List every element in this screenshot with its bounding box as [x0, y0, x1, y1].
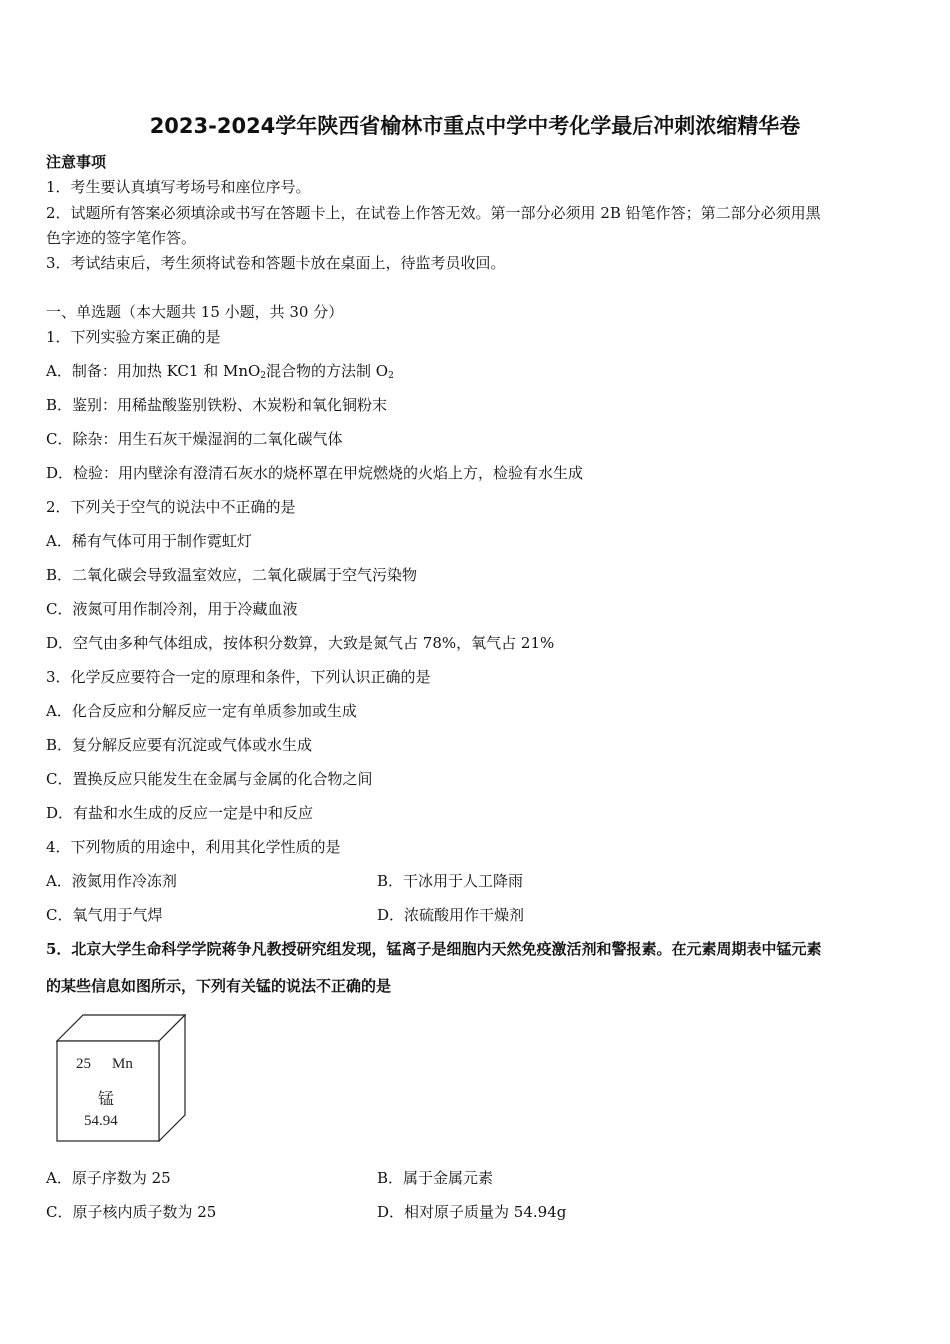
- option-c: C．氧气用于气焊: [46, 906, 163, 924]
- option-a: [46, 361, 394, 381]
- question-stem: 4．下列物质的用途中，利用其化学性质的是: [46, 838, 341, 856]
- option-a: A．化合反应和分解反应一定有单质参加或生成: [46, 702, 357, 720]
- notice-heading: 注意事项: [46, 153, 107, 171]
- periodic-table-cell: [56, 1014, 186, 1142]
- question-stem: 5．北京大学生命科学学院蒋争凡教授研究组发现，锰离子是细胞内天然免疫激活剂和警报素。在元素周期表中锰元素: [46, 940, 822, 958]
- section-heading: 一、单选题（本大题共 15 小题，共 30 分）: [46, 303, 344, 321]
- atomic-number: 25: [76, 1056, 91, 1072]
- element-symbol: Mn: [112, 1056, 133, 1072]
- option-d: D．空气由多种气体组成，按体积分数算，大致是氮气占 78%，氧气占 21%: [46, 634, 555, 652]
- question-stem: 的某些信息如图所示，下列有关锰的说法不正确的是: [46, 977, 392, 995]
- option-b: B．干冰用于人工降雨: [377, 872, 524, 890]
- option-text: A．制备：用加热 KC1 和 MnO: [46, 362, 261, 380]
- option-a: A．原子序数为 25: [46, 1169, 171, 1187]
- option-b: B．鉴别：用稀盐酸鉴别铁粉、木炭粉和氧化铜粉末: [46, 396, 388, 414]
- option-b: B．复分解反应要有沉淀或气体或水生成: [46, 736, 313, 754]
- notice-item: 1．考生要认真填写考场号和座位序号。: [46, 178, 311, 196]
- cube-outline: [56, 1014, 186, 1142]
- option-d: D．相对原子质量为 54.94g: [377, 1203, 567, 1221]
- notice-item: 2．试题所有答案必须填涂或书写在答题卡上，在试卷上作答无效。第一部分必须用 2B 铅笔作答；第二部分必须用黑: [46, 204, 821, 222]
- option-c: C．液氮可用作制冷剂，用于冷藏血液: [46, 600, 298, 618]
- notice-item: 3．考试结束后，考生须将试卷和答题卡放在桌面上，待监考员收回。: [46, 254, 506, 272]
- option-text: 混合物的方法制 O: [266, 362, 389, 380]
- question-stem: 1．下列实验方案正确的是: [46, 328, 221, 346]
- atomic-mass: 54.94: [84, 1113, 118, 1129]
- question-stem: 2．下列关于空气的说法中不正确的是: [46, 498, 296, 516]
- option-a: A．液氮用作冷冻剂: [46, 872, 177, 890]
- option-c: C．置换反应只能发生在金属与金属的化合物之间: [46, 770, 373, 788]
- option-c: C．除杂：用生石灰干燥湿润的二氧化碳气体: [46, 430, 343, 448]
- question-stem: 3．化学反应要符合一定的原理和条件，下列认识正确的是: [46, 668, 431, 686]
- option-c: C．原子核内质子数为 25: [46, 1203, 217, 1221]
- option-d: D．有盐和水生成的反应一定是中和反应: [46, 804, 314, 822]
- option-d: D．浓硫酸用作干燥剂: [377, 906, 525, 924]
- option-b: B．属于金属元素: [377, 1169, 494, 1187]
- notice-item: 色字迹的签字笔作答。: [46, 229, 197, 247]
- subscript: 2: [260, 371, 267, 381]
- page-title: 2023-2024学年陕西省榆林市重点中学中考化学最后冲刺浓缩精华卷: [149, 114, 801, 138]
- option-b: B．二氧化碳会导致温室效应，二氧化碳属于空气污染物: [46, 566, 418, 584]
- option-d: D．检验：用内壁涂有澄清石灰水的烧杯罩在甲烷燃烧的火焰上方，检验有水生成: [46, 464, 584, 482]
- subscript: 2: [388, 371, 394, 381]
- option-a: A．稀有气体可用于制作霓虹灯: [46, 532, 252, 550]
- element-name: 锰: [98, 1089, 115, 1108]
